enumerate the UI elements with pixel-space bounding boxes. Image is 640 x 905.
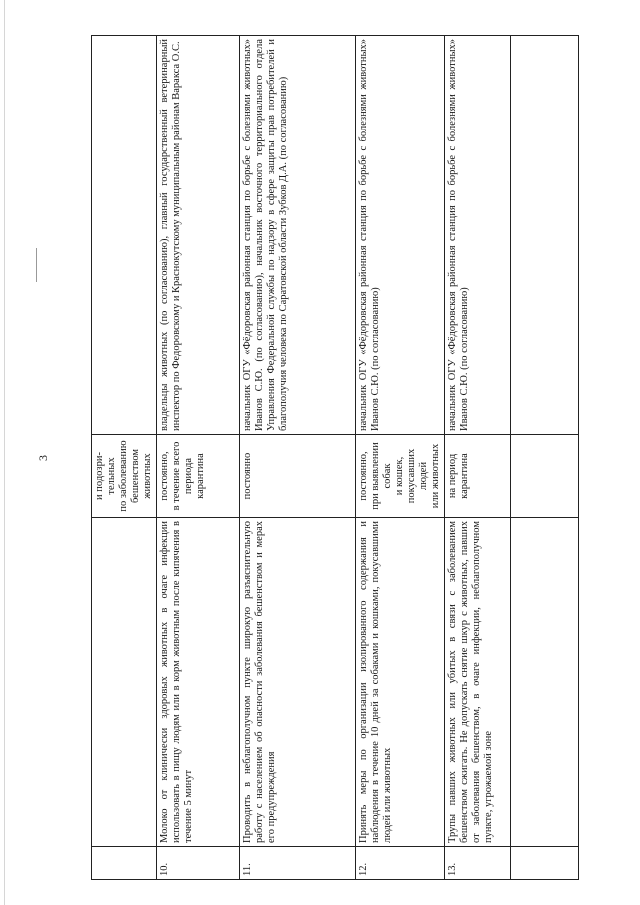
cell-responsible: начальник ОГУ «Фёдоровская районная станция по борьбе с болезнями животных» Иванов С.Ю. (по согласованию) xyxy=(356,36,445,435)
cell-term: постоянно, при выявлении собак и кошек, покусавших людей или животных xyxy=(356,435,445,518)
cell-term: постоянно, в течение всего периода карантина xyxy=(157,435,240,518)
page-number xyxy=(36,452,50,464)
rotated-page xyxy=(91,39,546,880)
cell-number: 11. xyxy=(240,847,356,880)
table-row xyxy=(240,36,356,880)
cell-measure: Трупы павших животных или убитых в связи с заболеванием бешенством сжигать. Не допускать снятие шкур с животных, павших от заболевания бешенством, в очаге инфекции, неблагополучном пункте, угрожаемой зоне xyxy=(445,518,511,847)
cell-number: 12. xyxy=(356,847,445,880)
cell-responsible xyxy=(511,36,579,435)
cell-number: 13. xyxy=(445,847,511,880)
cell-responsible: владельцы животных (по согласованию), главный государственный ветеринарный инспектор по Федоровскому и Краснокутскому муниципальным районам Варакса О.С. xyxy=(157,36,240,435)
page-number-text: 3 xyxy=(36,455,50,461)
cell-number: 10. xyxy=(157,847,240,880)
measures-table xyxy=(91,35,579,880)
cell-responsible: начальник ОГУ «Фёдоровская районная станция по борьбе с болезнями животных» Иванов С.Ю. (по согласованию), начальник восточного территориального отдела Управления Федеральной службы по надзору в сфере защиты прав потребителей и благополучия человека по Саратовской области Зубков Д.А. (по согласованию) xyxy=(240,36,356,435)
table-row xyxy=(445,36,511,880)
cell-measure xyxy=(92,518,157,847)
cell-term xyxy=(511,435,579,518)
scan-mark xyxy=(36,248,37,282)
cell-responsible xyxy=(92,36,157,435)
cell-measure xyxy=(511,518,579,847)
cell-term: и подозри- тельных по заболеванию бешенством животных xyxy=(92,435,157,518)
cell-term: постоянно xyxy=(240,435,356,518)
rotated-page-content xyxy=(91,39,546,880)
scan-edge-line xyxy=(4,0,5,905)
cell-number xyxy=(92,847,157,880)
table-row xyxy=(157,36,240,880)
table-row xyxy=(356,36,445,880)
cell-term: на период карантина xyxy=(445,435,511,518)
cell-measure: Принять меры по организации изолированного содержания и наблюдения в течение 10 дней за собаками и кошками, покусавшими людей или животных xyxy=(356,518,445,847)
table-row xyxy=(511,36,579,880)
cell-measure: Молоко от клинически здоровых животных в очаге инфекции использовать в пищу людям или в корм животным после кипячения в течение 5 минут xyxy=(157,518,240,847)
table-row xyxy=(92,36,157,880)
cell-responsible: начальник ОГУ «Фёдоровская районная станция по борьбе с болезнями животных» Иванов С.Ю. (по согласованию) xyxy=(445,36,511,435)
cell-number xyxy=(511,847,579,880)
cell-measure: Проводить в неблагополучном пункте широкую разъяснительную работу с населением об опасности заболевания бешенством и мерах его предупреждения xyxy=(240,518,356,847)
